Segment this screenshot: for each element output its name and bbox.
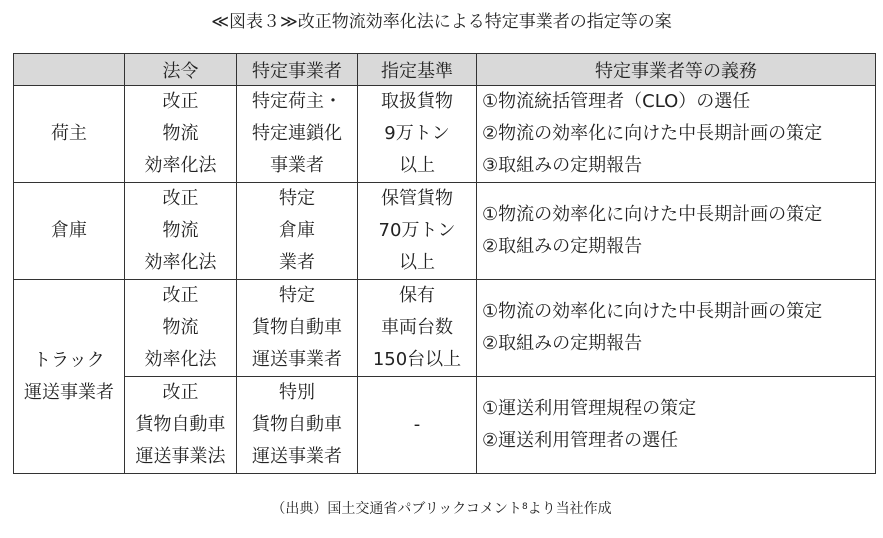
- duty-item: ②取組みの定期報告: [482, 236, 643, 257]
- category-cell: [14, 183, 125, 280]
- table-row-truck-operator: [14, 280, 876, 377]
- category-line: 荷主: [51, 123, 87, 144]
- duties-cell: [477, 86, 876, 183]
- header-category: [14, 54, 125, 86]
- duty-item: ①物流統括管理者（CLO）の選任: [482, 91, 751, 112]
- source-suffix: より当社作成: [527, 501, 612, 517]
- operator-line: 特別: [279, 382, 315, 403]
- source-text: （出典）国土交通省パブリックコメント: [271, 501, 522, 517]
- header-operator: 特定事業者: [237, 54, 358, 86]
- criteria-line: 保有: [399, 285, 435, 306]
- criteria-cell: [358, 183, 477, 280]
- criteria-line: 150台以上: [372, 349, 462, 370]
- duty-item: ②取組みの定期報告: [482, 333, 643, 354]
- criteria-line: 車両台数: [381, 317, 453, 338]
- header-criteria: 指定基準: [358, 54, 477, 86]
- operator-cell: [237, 377, 358, 474]
- footnote-marker: 8: [521, 502, 528, 512]
- duty-item: ③取組みの定期報告: [482, 155, 643, 176]
- duty-item: ①物流の効率化に向けた中長期計画の策定: [482, 301, 823, 322]
- operator-line: 運送事業者: [252, 349, 342, 370]
- figure-title: ≪図表３≫改正物流効率化法による特定事業者の指定等の案: [211, 12, 672, 32]
- category-line: 運送事業者: [24, 381, 114, 403]
- duties-cell: [477, 377, 876, 474]
- law-line: 物流: [162, 317, 199, 338]
- category-cell: [14, 280, 125, 474]
- operator-cell: [237, 183, 358, 280]
- operator-line: 特定連鎖化: [252, 123, 342, 144]
- table-row-warehouse: [14, 183, 876, 280]
- operator-line: 事業者: [270, 155, 324, 176]
- header-law: 法令: [125, 54, 237, 86]
- criteria-line: 70万トン: [378, 220, 456, 241]
- operator-line: 運送事業者: [252, 446, 342, 467]
- operator-line: 貨物自動車: [252, 414, 342, 435]
- category-line: トラック: [33, 349, 105, 371]
- law-line: 改正: [162, 188, 199, 209]
- criteria-cell: [358, 377, 477, 474]
- law-line: 物流: [162, 123, 199, 144]
- duty-item: ①物流の効率化に向けた中長期計画の策定: [482, 204, 823, 225]
- criteria-line: 保管貨物: [381, 188, 453, 209]
- law-cell: [125, 377, 237, 474]
- source-note: [0, 499, 883, 519]
- law-cell: [125, 280, 237, 377]
- criteria-line: 取扱貨物: [381, 91, 453, 112]
- operator-line: 業者: [279, 252, 315, 273]
- operator-line: 倉庫: [279, 220, 315, 241]
- law-cell: [125, 183, 237, 280]
- table-header-row: [14, 54, 876, 86]
- criteria-cell: [358, 280, 477, 377]
- law-line: 改正: [162, 285, 199, 306]
- table-row-shipper: [14, 86, 876, 183]
- operator-line: 貨物自動車: [252, 317, 342, 338]
- law-line: 改正: [162, 91, 199, 112]
- criteria-line: 9万トン: [384, 123, 450, 144]
- header-duties: 特定事業者等の義務: [477, 54, 876, 86]
- law-line: 効率化法: [144, 349, 217, 370]
- criteria-line: -: [413, 414, 421, 435]
- category-line: 倉庫: [51, 220, 87, 241]
- criteria-cell: [358, 86, 477, 183]
- law-line: 物流: [162, 220, 199, 241]
- law-line: 効率化法: [144, 252, 217, 273]
- duties-cell: [477, 183, 876, 280]
- duties-cell: [477, 280, 876, 377]
- operator-line: 特定: [279, 188, 315, 209]
- duty-item: ②運送利用管理者の選任: [482, 430, 679, 451]
- law-line: 運送事業法: [135, 446, 226, 467]
- duty-item: ①運送利用管理規程の策定: [482, 398, 697, 419]
- operator-line: 特定荷主・: [252, 91, 342, 112]
- operator-cell: [237, 86, 358, 183]
- operator-cell: [237, 280, 358, 377]
- law-cell: [125, 86, 237, 183]
- category-cell: [14, 86, 125, 183]
- law-line: 貨物自動車: [135, 414, 226, 435]
- criteria-line: 以上: [399, 155, 435, 176]
- operator-line: 特定: [279, 285, 315, 306]
- law-line: 改正: [162, 382, 199, 403]
- table-row-special-truck-operator: [14, 377, 876, 474]
- designated-operators-table: [13, 53, 876, 474]
- duty-item: ②物流の効率化に向けた中長期計画の策定: [482, 123, 823, 144]
- law-line: 効率化法: [144, 155, 217, 176]
- criteria-line: 以上: [399, 252, 435, 273]
